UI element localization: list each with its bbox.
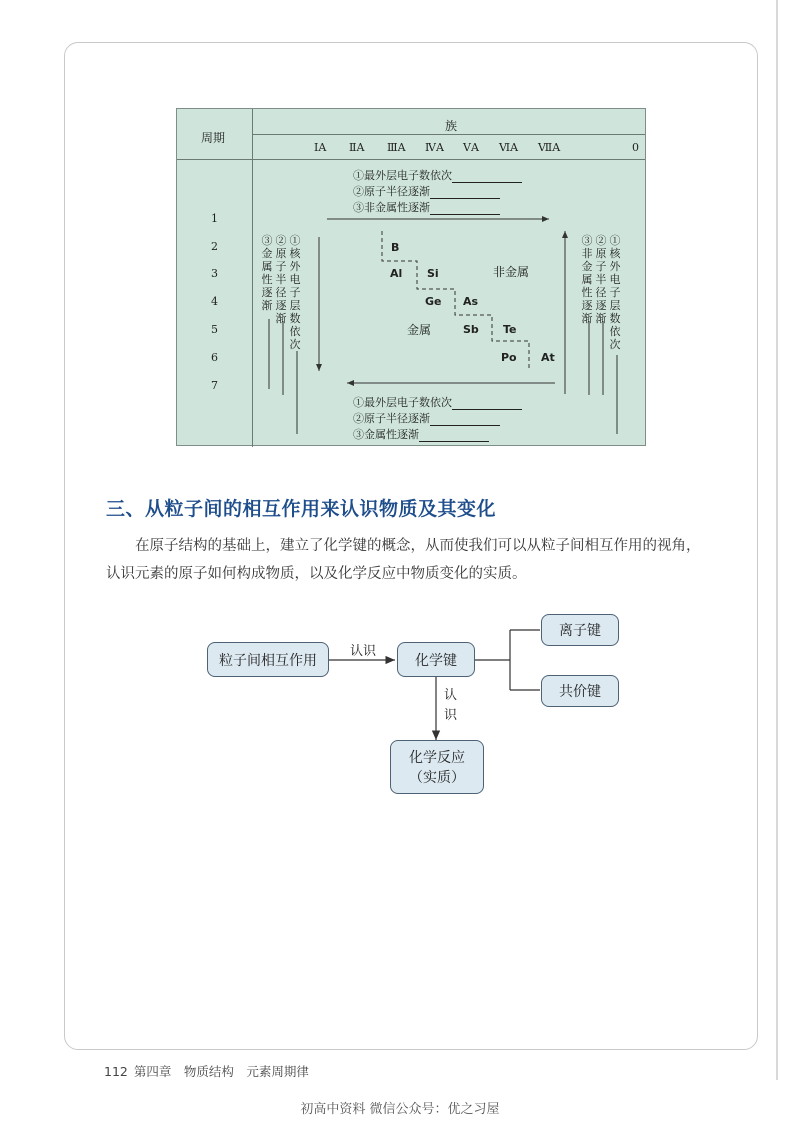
top-note: ②原子半径逐渐 [353,183,500,199]
period-label: 3 [211,267,218,280]
source-caption: 初高中资料 微信公众号：优之习屋 [300,1102,500,1117]
element-b: B [391,241,400,254]
metal-region-label: 金属 [407,323,432,337]
reaction-line-2: （实质） [409,770,465,786]
top-note: ③非金属性逐渐 [353,199,500,215]
chemical-reaction-box [390,740,484,794]
chapter-title: 第四章 物质结构 元素周期律 [133,1064,309,1079]
group-label: ⅡA [349,141,365,154]
period-label: 5 [211,323,218,336]
period-label: 4 [211,295,218,308]
right-vertical-note: ③非金属性逐渐 [581,234,593,325]
element-ge: Ge [425,295,442,308]
period-header: 周期 [201,131,226,145]
period-label: 7 [211,379,218,392]
period-label: 2 [211,240,218,253]
element-as: As [463,295,479,308]
element-si: Si [427,267,439,280]
element-al: Al [390,267,403,280]
left-vertical-note: ②原子半径逐渐 [275,234,287,325]
element-po: Po [501,351,517,364]
group-label: ⅤA [463,141,479,154]
group-header: 族 [445,119,458,133]
covalent-bond-box: 共价键 [541,675,619,707]
right-vertical-note: ①核外电子层数依次 [609,234,621,351]
reaction-line-1: 化学反应 [409,750,465,766]
page-footer [104,1062,309,1080]
bottom-note: ①最外层电子数依次 [353,394,522,410]
group-label: ⅥA [499,141,519,154]
interaction-box: 粒子间相互作用 [207,642,329,677]
group-label: ⅠA [314,141,327,154]
bottom-note: ③金属性逐渐 [353,426,489,442]
element-te: Te [503,323,517,336]
recognize-label-vertical: 认识 [444,688,458,723]
period-label: 6 [211,351,218,364]
group-label: ⅢA [387,141,406,154]
left-vertical-note: ③金属性逐渐 [261,234,273,312]
section-title: 三、从粒子间的相互作用来认识物质及其变化 [106,498,497,520]
body-paragraph: 在原子结构的基础上，建立了化学键的概念，从而使我们可以从粒子间相互作用的视角，认识元素的原子如何构成物质，以及化学反应中物质变化的实质。 [106,538,701,582]
period-label: 1 [211,212,218,225]
bottom-note: ②原子半径逐渐 [353,410,500,426]
group-label: ⅦA [538,141,561,154]
ionic-bond-box: 离子键 [541,614,619,646]
group-label: 0 [632,141,639,154]
group-label: ⅣA [425,141,444,154]
chemical-bond-box: 化学键 [397,642,475,677]
element-sb: Sb [463,323,479,336]
top-note: ①最外层电子数依次 [353,167,522,183]
right-vertical-note: ②原子半径逐渐 [595,234,607,325]
nonmetal-region-label: 非金属 [493,265,530,279]
recognize-label-horizontal: 认识 [350,644,377,659]
page-number: 112 [104,1064,128,1079]
left-vertical-note: ①核外电子层数依次 [289,234,301,351]
element-at: At [541,351,555,364]
